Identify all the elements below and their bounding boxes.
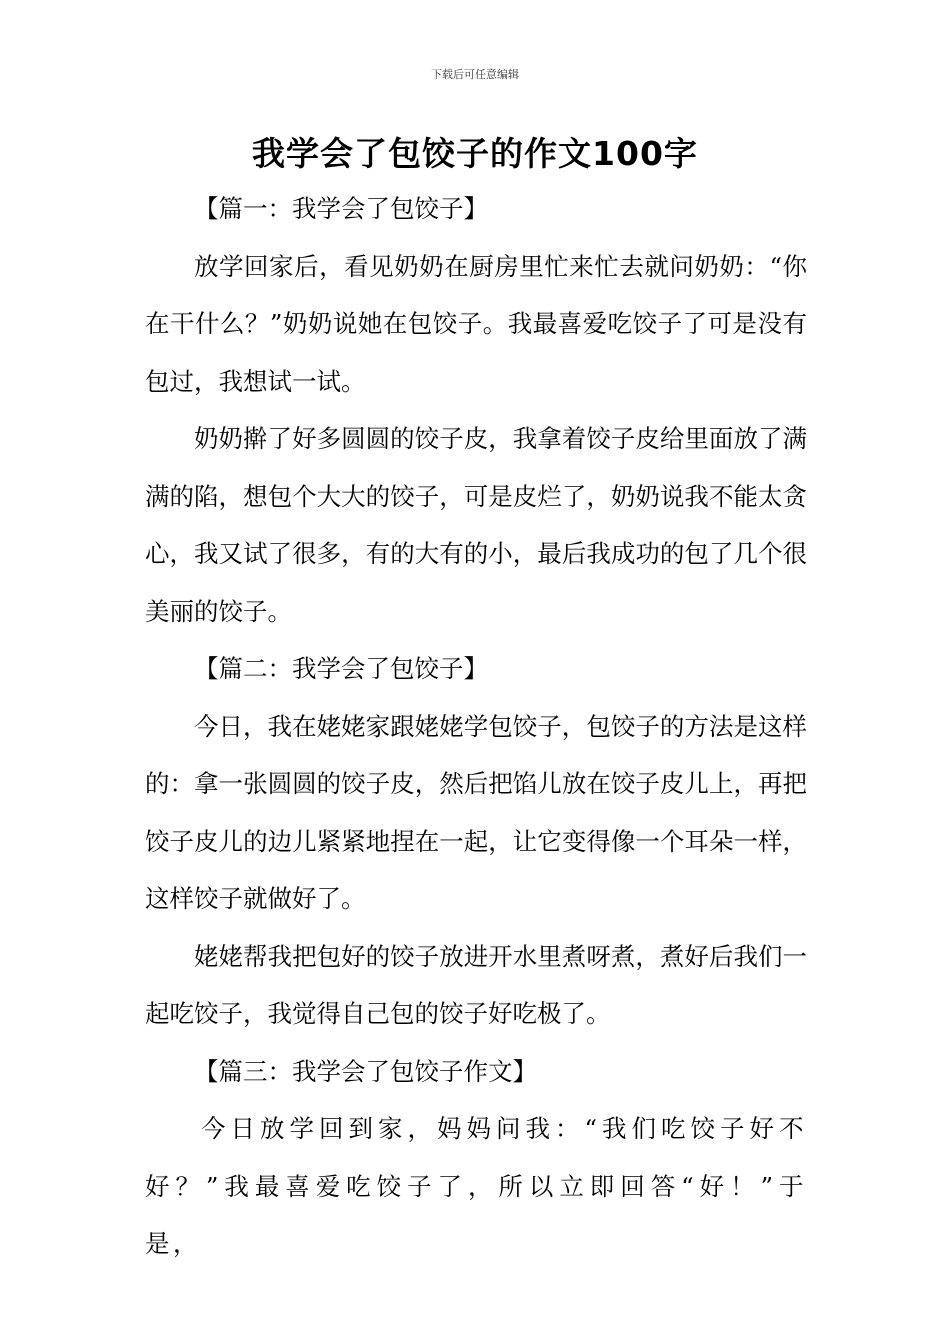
paragraph: 放学回家后，看见奶奶在厨房里忙来忙去就问奶奶：“你在干什么？”奶奶说她在包饺子。我最喜爱吃饺子了可是没有包过，我想试一试。 bbox=[145, 251, 807, 396]
section-heading: 【篇三：我学会了包饺子作文】 bbox=[194, 1056, 537, 1086]
paragraph: 今日，我在姥姥家跟姥姥学包饺子，包饺子的方法是这样的：拿一张圆圆的饺子皮，然后把馅儿放在饺子皮儿上，再把饺子皮儿的边儿紧紧地捏在一起，让它变得像一个耳朵一样，这样饺子就做好了。 bbox=[145, 711, 807, 913]
paragraph: 今日放学回到家，妈妈问我：“我们吃饺子好不好？”我最喜爱吃饺子了，所以立即回答“好！”于是， bbox=[145, 1114, 807, 1258]
section-heading: 【篇一：我学会了包饺子】 bbox=[194, 194, 488, 223]
header-note: 下载后可任意编辑 bbox=[431, 68, 519, 81]
document-title: 我学会了包饺子的作文100字 bbox=[252, 134, 698, 173]
document-body bbox=[145, 180, 807, 1273]
paragraph: 姥姥帮我把包好的饺子放进开水里煮呀煮，煮好后我们一起吃饺子，我觉得自己包的饺子好吃极了。 bbox=[145, 941, 807, 1028]
section-heading: 【篇二：我学会了包饺子】 bbox=[194, 654, 488, 683]
paragraph: 奶奶擀了好多圆圆的饺子皮，我拿着饺子皮给里面放了满满的陷，想包个大大的饺子，可是皮烂了，奶奶说我不能太贪心，我又试了很多，有的大有的小，最后我成功的包了几个很美丽的饺子。 bbox=[145, 424, 807, 626]
